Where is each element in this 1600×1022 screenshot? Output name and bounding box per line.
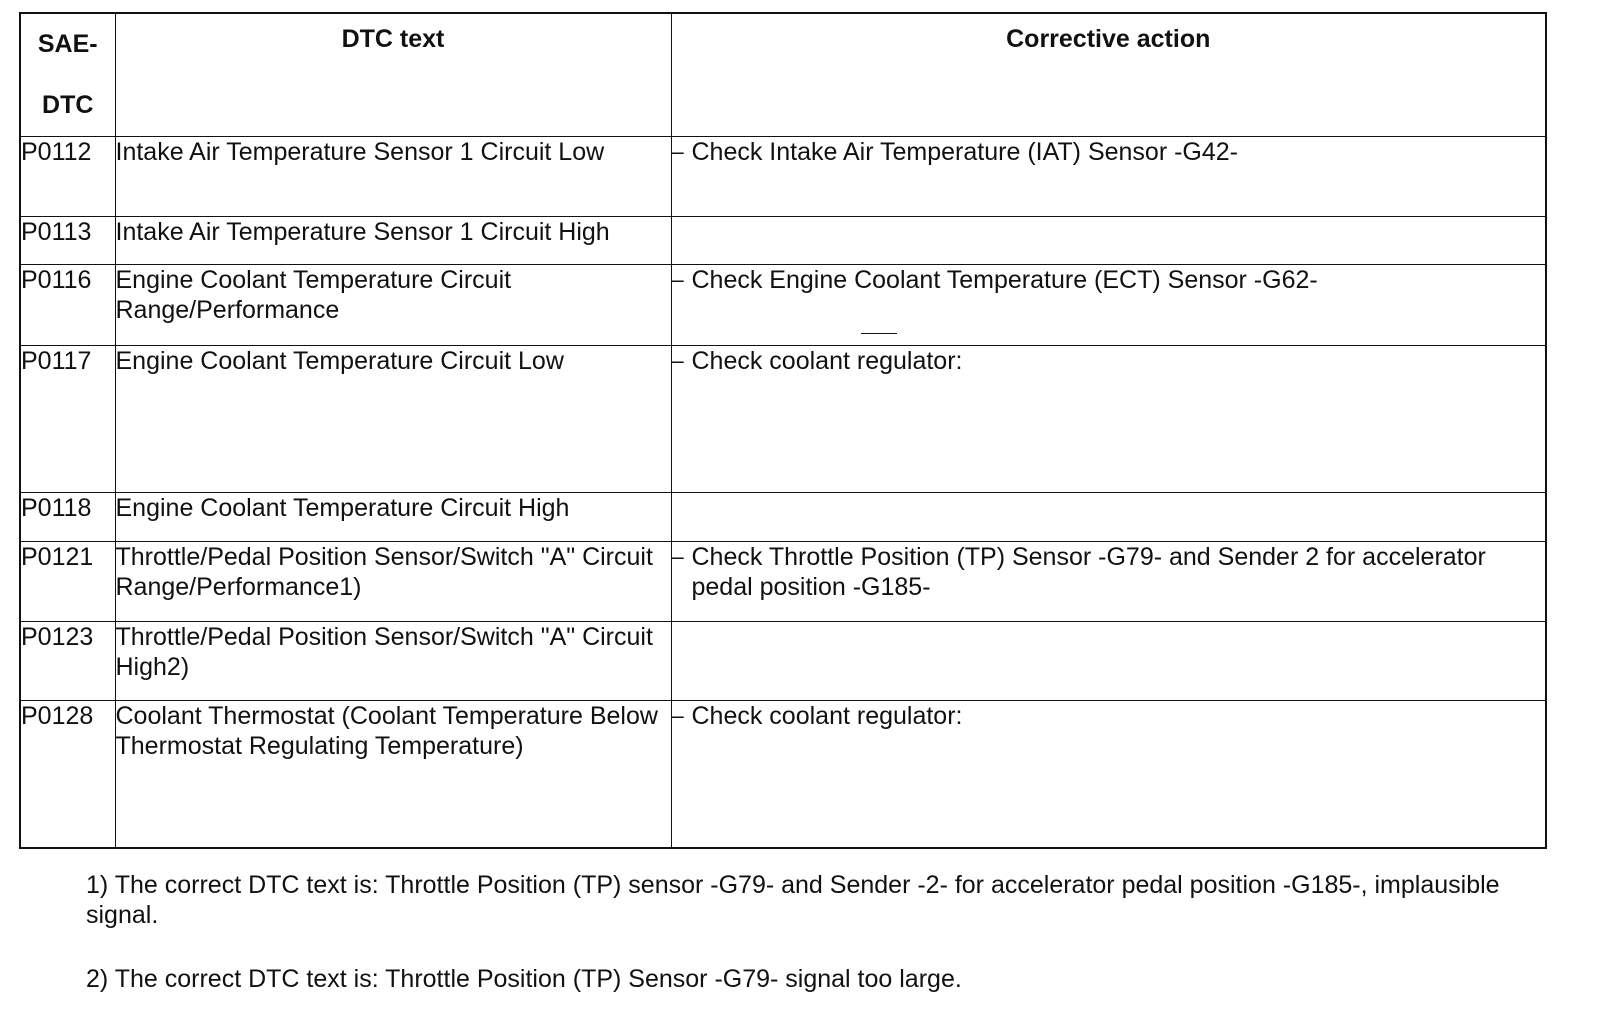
table-row: [20, 701, 1546, 848]
table-header-row: [20, 13, 1546, 137]
header-sae-line: SAE-: [37, 30, 98, 58]
dtc-code: P0118: [20, 493, 115, 542]
corrective-action: [671, 622, 1546, 701]
corrective-action: – Check coolant regulator:: [671, 701, 1546, 848]
dtc-text: Engine Coolant Temperature Circuit Range/Performance: [115, 265, 671, 346]
dtc-text: Throttle/Pedal Position Sensor/Switch "A" Circuit Range/Performance1): [115, 542, 671, 622]
dash-bullet-icon: –: [671, 267, 684, 292]
dtc-code: P0112: [20, 137, 115, 217]
corrective-action: – Check Intake Air Temperature (IAT) Sensor -G42-: [671, 137, 1546, 217]
dtc-text: Engine Coolant Temperature Circuit Low: [115, 346, 671, 493]
dtc-text: Coolant Thermostat (Coolant Temperature Below Thermostat Regulating Temperature): [115, 701, 671, 848]
table-row: [20, 217, 1546, 265]
table-row: [20, 346, 1546, 493]
table-row: [20, 493, 1546, 542]
footnote-1: 1) The correct DTC text is: Throttle Position (TP) sensor -G79- and Sender -2- for accelerator pedal position -G185-, implausible signal.: [86, 871, 1500, 929]
dtc-text: Intake Air Temperature Sensor 1 Circuit Low: [115, 137, 671, 217]
dash-bullet-icon: –: [671, 348, 684, 373]
link-underline-mark: [861, 333, 897, 334]
dtc-table: [19, 12, 1547, 849]
dtc-code: P0117: [20, 346, 115, 493]
corrective-action: [671, 217, 1546, 265]
corrective-action: – Check coolant regulator:: [671, 346, 1546, 493]
table-row: [20, 265, 1546, 346]
header-dtc-line: DTC: [42, 91, 94, 119]
footnotes: [86, 870, 1536, 994]
corrective-action: [671, 493, 1546, 542]
header-sae-dtc: [20, 13, 115, 137]
dtc-code: P0113: [20, 217, 115, 265]
dtc-text: Throttle/Pedal Position Sensor/Switch "A" Circuit High2): [115, 622, 671, 701]
dash-bullet-icon: –: [671, 139, 684, 164]
dtc-text: Engine Coolant Temperature Circuit High: [115, 493, 671, 542]
corrective-action: – Check Throttle Position (TP) Sensor -G79- and Sender 2 for accelerator pedal position -G185-: [671, 542, 1546, 622]
table-row: [20, 542, 1546, 622]
table-row: [20, 137, 1546, 217]
dtc-text: Intake Air Temperature Sensor 1 Circuit High: [115, 217, 671, 265]
table-row: [20, 622, 1546, 701]
dtc-code: P0116: [20, 265, 115, 346]
header-dtc-text: DTC text: [115, 13, 671, 137]
dtc-code: P0123: [20, 622, 115, 701]
dtc-code: P0121: [20, 542, 115, 622]
dash-bullet-icon: –: [671, 544, 684, 569]
dtc-code: P0128: [20, 701, 115, 848]
header-corrective-action: Corrective action: [671, 13, 1546, 137]
dash-bullet-icon: –: [671, 703, 684, 728]
footnote-2: 2) The correct DTC text is: Throttle Position (TP) Sensor -G79- signal too large.: [86, 965, 962, 993]
corrective-action: – Check Engine Coolant Temperature (ECT) Sensor -G62-: [671, 265, 1546, 346]
